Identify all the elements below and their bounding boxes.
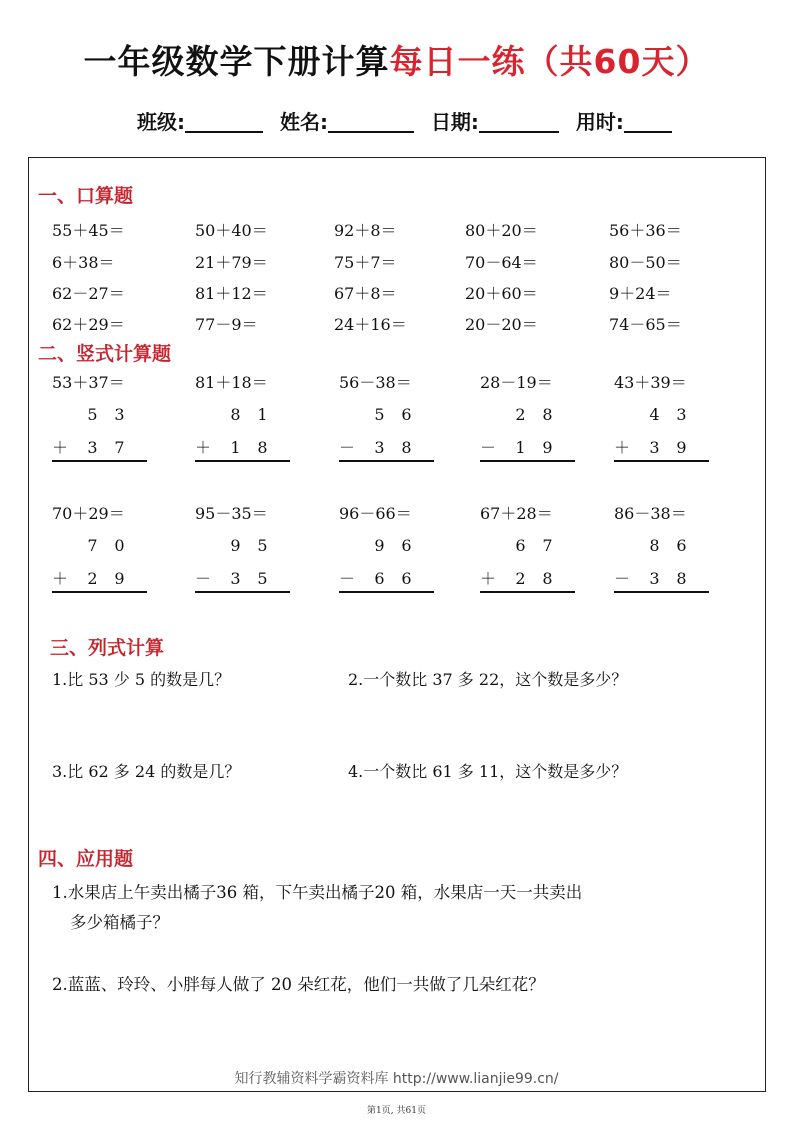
digit: 1 <box>257 405 268 424</box>
digit: 5 <box>87 405 98 424</box>
vertical-expression: 43＋39＝ <box>614 373 687 392</box>
digit: 1 <box>230 438 241 457</box>
digit: 6 <box>401 405 412 424</box>
digit: 3 <box>676 405 687 424</box>
digit: 7 <box>87 536 98 555</box>
digit: 6 <box>401 536 412 555</box>
digit: 5 <box>374 405 385 424</box>
vertical-top-number <box>507 405 561 424</box>
answer-line <box>195 591 290 593</box>
vertical-top-number <box>222 405 276 424</box>
class-label: 班级: <box>137 110 185 134</box>
digit: 3 <box>374 438 385 457</box>
digit: 8 <box>542 569 553 588</box>
vertical-expression: 81＋18＝ <box>195 373 268 392</box>
digit: 3 <box>649 438 660 457</box>
operator-sign: ＋ <box>614 438 631 457</box>
word-question-1-line-2: 多少箱橘子？ <box>70 913 169 932</box>
answer-line <box>614 460 709 462</box>
vertical-expression: 53＋37＝ <box>52 373 125 392</box>
oral-problem: 9＋24＝ <box>609 284 672 303</box>
oral-problem: 62－27＝ <box>52 284 125 303</box>
operator-sign: － <box>339 569 356 588</box>
listing-question-3: 3.比 62 多 24 的数是几？ <box>52 762 241 781</box>
digit: 8 <box>230 405 241 424</box>
section-oral-title: 一、口算题 <box>38 185 134 207</box>
digit: 9 <box>374 536 385 555</box>
digit: 6 <box>401 569 412 588</box>
vertical-top-number <box>366 405 420 424</box>
vertical-bottom-number <box>480 435 561 458</box>
operator-sign: ＋ <box>195 438 212 457</box>
answer-line <box>339 460 434 462</box>
answer-line <box>480 460 575 462</box>
vertical-expression: 67＋28＝ <box>480 504 553 523</box>
operator-sign: － <box>614 569 631 588</box>
page-number: 第1页, 共61页 <box>367 1106 426 1116</box>
digit: 6 <box>374 569 385 588</box>
vertical-top-number <box>641 536 695 555</box>
digit: 2 <box>515 405 526 424</box>
oral-problem: 24＋16＝ <box>334 315 407 334</box>
vertical-bottom-number <box>614 435 695 458</box>
word-question-2: 2.蓝蓝、玲玲、小胖每人做了 20 朵红花，他们一共做了几朵红花？ <box>52 975 545 994</box>
date-label: 日期: <box>430 110 479 134</box>
operator-sign: － <box>195 569 212 588</box>
vertical-top-number <box>507 536 561 555</box>
digit: 8 <box>257 438 268 457</box>
oral-problem: 6＋38＝ <box>52 253 115 272</box>
oral-problem: 77－9＝ <box>195 315 258 334</box>
vertical-bottom-number <box>195 435 276 458</box>
oral-problem: 62＋29＝ <box>52 315 125 334</box>
listing-question-1: 1.比 53 少 5 的数是几？ <box>52 670 231 689</box>
time-blank[interactable] <box>624 111 672 133</box>
info-row <box>137 106 682 135</box>
vertical-expression: 95－35＝ <box>195 504 268 523</box>
word-question-1-line-1: 1.水果店上午卖出橘子36 箱，下午卖出橘子20 箱，水果店一天一共卖出 <box>52 883 583 902</box>
vertical-bottom-number <box>52 435 133 458</box>
oral-problem: 74－65＝ <box>609 315 682 334</box>
section-word-title: 四、应用题 <box>38 848 134 870</box>
digit: 7 <box>114 438 125 457</box>
digit: 6 <box>676 536 687 555</box>
vertical-expression: 96－66＝ <box>339 504 412 523</box>
digit: 5 <box>257 536 268 555</box>
digit: 3 <box>114 405 125 424</box>
section-listing-title: 三、列式计算 <box>50 637 165 659</box>
oral-problem: 81＋12＝ <box>195 284 268 303</box>
vertical-top-number <box>79 536 133 555</box>
digit: 3 <box>87 438 98 457</box>
oral-problem: 20＋60＝ <box>465 284 538 303</box>
digit: 9 <box>542 438 553 457</box>
vertical-expression: 56－38＝ <box>339 373 412 392</box>
vertical-top-number <box>641 405 695 424</box>
digit: 3 <box>230 569 241 588</box>
vertical-top-number <box>79 405 133 424</box>
digit: 4 <box>649 405 660 424</box>
digit: 5 <box>257 569 268 588</box>
listing-question-2: 2.一个数比 37 多 22，这个数是多少？ <box>348 670 628 689</box>
vertical-expression: 70＋29＝ <box>52 504 125 523</box>
operator-sign: － <box>339 438 356 457</box>
answer-line <box>52 591 147 593</box>
oral-problem: 50＋40＝ <box>195 221 268 240</box>
oral-problem: 80－50＝ <box>609 253 682 272</box>
digit: 6 <box>515 536 526 555</box>
digit: 9 <box>676 438 687 457</box>
oral-problem: 21＋79＝ <box>195 253 268 272</box>
oral-problem: 56＋36＝ <box>609 221 682 240</box>
vertical-bottom-number <box>195 566 276 589</box>
oral-problem: 70－64＝ <box>465 253 538 272</box>
digit: 9 <box>114 569 125 588</box>
vertical-bottom-number <box>339 435 420 458</box>
answer-line <box>339 591 434 593</box>
vertical-expression: 86－38＝ <box>614 504 687 523</box>
answer-line <box>195 460 290 462</box>
digit: 1 <box>515 438 526 457</box>
vertical-top-number <box>366 536 420 555</box>
digit: 8 <box>649 536 660 555</box>
vertical-bottom-number <box>614 566 695 589</box>
digit: 2 <box>87 569 98 588</box>
class-blank[interactable] <box>185 111 263 133</box>
name-label: 姓名: <box>279 110 328 134</box>
vertical-bottom-number <box>480 566 561 589</box>
listing-question-4: 4.一个数比 61 多 11，这个数是多少？ <box>348 762 628 781</box>
oral-problem: 55＋45＝ <box>52 221 125 240</box>
digit: 2 <box>515 569 526 588</box>
operator-sign: ＋ <box>480 569 497 588</box>
digit: 9 <box>230 536 241 555</box>
oral-problem: 20－20＝ <box>465 315 538 334</box>
name-blank[interactable] <box>328 111 414 133</box>
vertical-bottom-number <box>339 566 420 589</box>
section-vertical-title: 二、竖式计算题 <box>38 343 172 365</box>
vertical-top-number <box>222 536 276 555</box>
digit: 8 <box>676 569 687 588</box>
digit: 8 <box>401 438 412 457</box>
oral-problem: 92＋8＝ <box>334 221 397 240</box>
answer-line <box>480 591 575 593</box>
digit: 7 <box>542 536 553 555</box>
page-title <box>0 36 793 83</box>
operator-sign: ＋ <box>52 438 69 457</box>
answer-line <box>614 591 709 593</box>
operator-sign: － <box>480 438 497 457</box>
oral-problem: 75＋7＝ <box>334 253 397 272</box>
vertical-bottom-number <box>52 566 133 589</box>
date-blank[interactable] <box>479 111 559 133</box>
operator-sign: ＋ <box>52 569 69 588</box>
vertical-expression: 28－19＝ <box>480 373 553 392</box>
oral-problem: 67＋8＝ <box>334 284 397 303</box>
digit: 3 <box>649 569 660 588</box>
time-label: 用时: <box>575 110 624 134</box>
title-red: 每日一练（共60天） <box>389 42 710 81</box>
footer-watermark: 知行教辅资料学霸资料库 http://www.lianjie99.cn/ <box>234 1071 559 1087</box>
title-main: 一年级数学下册计算 <box>83 42 390 81</box>
oral-problem: 80＋20＝ <box>465 221 538 240</box>
digit: 8 <box>542 405 553 424</box>
digit: 0 <box>114 536 125 555</box>
answer-line <box>52 460 147 462</box>
